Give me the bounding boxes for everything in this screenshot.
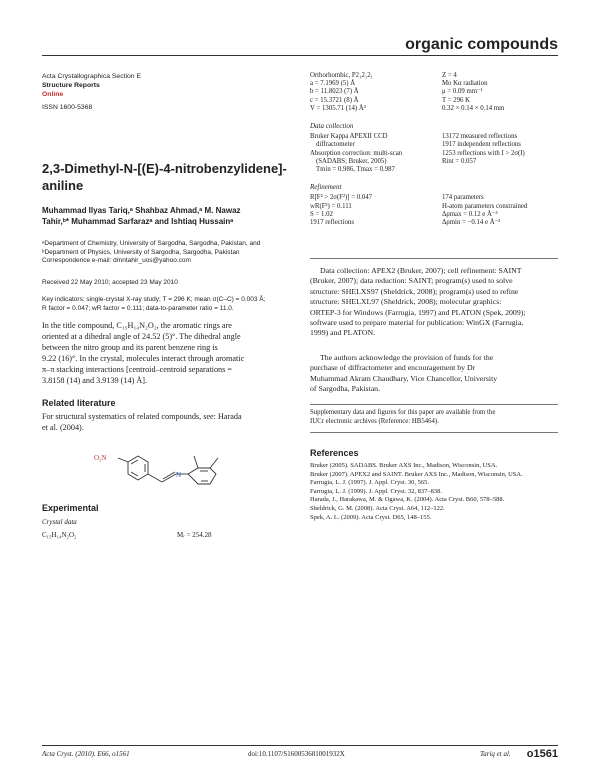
- collection-value: 1917 independent reflections: [442, 141, 521, 149]
- reference-item: Farrugia, L. J. (1999). J. Appl. Cryst. 32, 837–838.: [310, 487, 442, 495]
- key-line: R factor = 0.047; wR factor = 0.111; data-to-parameter ratio = 11.0.: [42, 304, 234, 312]
- related-line: For structural systematics of related compounds, see: Harada: [42, 412, 242, 421]
- reference-item: Farrugia, L. J. (1997). J. Appl. Cryst. 30, 565.: [310, 479, 429, 487]
- collection-value: Absorption correction: multi-scan: [310, 149, 403, 157]
- crystal-data-table: [310, 72, 558, 228]
- refinement-value: 174 parameters: [442, 194, 484, 202]
- header-rule: [42, 55, 558, 56]
- footer-citation: Acta Cryst. (2010). E66, o1561: [42, 750, 130, 758]
- crystal-value: 0.32 × 0.14 × 0.14 mm: [442, 104, 505, 112]
- crystal-value: V = 1305.71 (14) Å³: [310, 104, 366, 112]
- body-line: Muhammad Akram Chaudhary, Vice Chancellor, University: [310, 373, 498, 383]
- refinement-value: S = 1.02: [310, 210, 333, 218]
- body-line: software used to prepare material for publication: WinGX (Farrugia,: [310, 318, 524, 328]
- key-indicators: [42, 296, 300, 313]
- authors-line: Tahir,ᵇ* Muhammad Sarfarazᵃ and Ishtiaq Hussainᵃ: [42, 217, 234, 226]
- collection-col2: [442, 133, 525, 166]
- footer-doi[interactable]: doi:10.1107/S160053681001932X: [248, 750, 345, 758]
- supplementary-note: [310, 409, 558, 426]
- supp-line: Supplementary data and figures for this paper are available from the: [310, 409, 496, 416]
- acknowledgement-paragraph: [310, 353, 558, 395]
- journal-name: Acta Crystallographica Section E: [42, 73, 141, 80]
- reference-item: Bruker (2007). APEX2 and SAINT. Bruker AXS Inc., Madison, Wisconsin, USA.: [310, 470, 523, 478]
- abstract-line: 3.8158 (14) and 3.9139 (14) Å].: [42, 376, 148, 385]
- title-line: aniline: [42, 178, 84, 193]
- abstract: [42, 320, 300, 386]
- divider: [310, 432, 558, 433]
- formula: C₁₅H₁₄N₂O₂: [42, 531, 77, 539]
- crystal-col2: [442, 72, 504, 113]
- software-paragraph: [310, 266, 558, 339]
- body-line: of Sargodha, Pakistan.: [310, 384, 381, 394]
- body-line: 1999) and PLATON.: [310, 328, 376, 338]
- refinement-value: Δρmin = −0.14 e Å⁻³: [442, 219, 501, 227]
- key-line: Key indicators: single-crystal X-ray study; T = 296 K; mean σ(C–C) = 0.003 Å;: [42, 296, 266, 303]
- reference-item: Harada, J., Harakawa, M. & Ogawa, K. (2004). Acta Cryst. B60, 578–588.: [310, 496, 505, 504]
- affiliations: [42, 240, 300, 266]
- supp-line: IUCr electronic archives (Reference: HB5464).: [310, 417, 439, 425]
- refinement-value: wR(F²) = 0.111: [310, 202, 352, 210]
- abstract-line: oriented at a dihedral angle of 24.52 (5)°. The dihedral angle: [42, 332, 241, 341]
- references-list: [310, 462, 558, 522]
- section-title: organic compounds: [405, 36, 558, 53]
- collection-value: Tmin = 0.986, Tmax = 0.987: [316, 166, 395, 174]
- related-literature-heading: Related literature: [42, 398, 116, 408]
- experimental-heading: Experimental: [42, 503, 99, 513]
- body-line: structure: SHELXS97 (Sheldrick, 2008); program(s) used to refine: [310, 286, 519, 296]
- body-line: The authors acknowledge the provision of funds for the: [320, 353, 494, 362]
- body-line: purchase of diffractometer and encouragement by Dr: [310, 363, 476, 373]
- reference-item: Sheldrick, G. M. (2008). Acta Cryst. A64, 112–122.: [310, 504, 445, 512]
- authors: [42, 205, 300, 227]
- related-literature-text: [42, 411, 300, 433]
- collection-value: Rint = 0.057: [442, 157, 477, 165]
- reference-item: Spek, A. L. (2009). Acta Cryst. D65, 148–155.: [310, 513, 432, 521]
- refinement-heading: Refinement: [310, 183, 342, 192]
- journal-subtitle: Structure Reports: [42, 82, 100, 89]
- crystal-value: b = 11.8023 (7) Å: [310, 88, 359, 96]
- imine-n-label: N: [176, 471, 182, 479]
- affiliation-line: ᵃDepartment of Chemistry, University of Sargodha, Sargodha, Pakistan, and: [42, 240, 261, 247]
- abstract-line: In the title compound, C₁₅H₁₄N₂O₂, the aromatic rings are: [42, 321, 232, 330]
- crystal-value: Mo Kα radiation: [442, 80, 488, 88]
- crystal-value: μ = 0.09 mm⁻¹: [442, 88, 483, 96]
- refinement-col2: [442, 194, 527, 227]
- crystal-value: T = 296 K: [442, 96, 471, 104]
- body-line: ORTEP-3 for Windows (Farrugia, 1997) and PLATON (Spek, 2009);: [310, 307, 526, 317]
- abstract-line: 9.22 (16)°. In the crystal, molecules interact through aromatic: [42, 354, 245, 363]
- references-heading: References: [310, 448, 359, 458]
- crystal-value: c = 15.3721 (8) Å: [310, 96, 359, 104]
- abstract-line: π–π stacking interactions [centroid–centroid separations =: [42, 365, 232, 374]
- crystal-value: Orthorhombic, P2₁2₁2₁: [310, 72, 373, 79]
- refinement-value: R[F² > 2σ(F²)] = 0.047: [310, 194, 373, 202]
- collection-value: (SADABS; Bruker, 2005): [316, 157, 387, 165]
- molar-mass: Mᵣ = 254.28: [177, 531, 212, 539]
- collection-value: Bruker Kappa APEXII CCD: [310, 133, 388, 141]
- divider: [310, 404, 558, 405]
- reference-item: Bruker (2005). SADABS. Bruker AXS Inc., Madison, Wisconsin, USA.: [310, 462, 498, 469]
- divider: [310, 258, 558, 259]
- data-collection-heading: Data collection: [310, 122, 354, 130]
- abstract-line: between the nitro group and its parent benzene ring is: [42, 343, 218, 352]
- nitro-label: O₂N: [94, 454, 107, 462]
- crystal-value: a = 7.1969 (5) Å: [310, 80, 356, 88]
- crystal-data-heading: Crystal data: [42, 518, 77, 526]
- affiliation-line: ᵇDepartment of Physics, University of Sargodha, Sargodha, Pakistan: [42, 248, 240, 256]
- collection-value: 13172 measured reflections: [442, 133, 518, 141]
- collection-value: 1253 reflections with I > 2σ(I): [442, 149, 525, 157]
- related-line: et al. (2004).: [42, 423, 84, 432]
- issn: ISSN 1600-5368: [42, 104, 93, 111]
- crystal-value: Z = 4: [442, 72, 457, 79]
- body-line: (Bruker, 2007); data reduction: SAINT; program(s) used to solve: [310, 276, 513, 286]
- article-title: [42, 160, 300, 194]
- body-line: Data collection: APEX2 (Bruker, 2007); cell refinement: SAINT: [320, 266, 522, 275]
- body-line: structure: SHELXL97 (Sheldrick, 2008); molecular graphics:: [310, 297, 502, 307]
- refinement-value: H-atom parameters constrained: [442, 202, 528, 210]
- journal-online: Online: [42, 91, 64, 98]
- refinement-value: Δρmax = 0.12 e Å⁻³: [442, 210, 498, 218]
- authors-line: Muhammad Ilyas Tariq,ᵃ Shahbaz Ahmad,ᵃ M. Nawaz: [42, 206, 241, 215]
- title-line: 2,3-Dimethyl-N-[(E)-4-nitrobenzylidene]-: [42, 161, 287, 176]
- molecule-diagram: [90, 444, 255, 499]
- refinement-value: 1917 reflections: [310, 219, 354, 227]
- footer-rule: [42, 745, 558, 746]
- received-dates: Received 22 May 2010; accepted 23 May 2010: [42, 279, 178, 286]
- correspondence-email[interactable]: Correspondence e-mail: dmntahir_uos@yahoo.com: [42, 257, 191, 264]
- footer-author: Tariq et al.: [480, 750, 511, 758]
- crystal-col1: [310, 72, 558, 113]
- collection-value: diffractometer: [316, 141, 355, 149]
- journal-block: [42, 72, 300, 112]
- page-number: o1561: [526, 748, 558, 760]
